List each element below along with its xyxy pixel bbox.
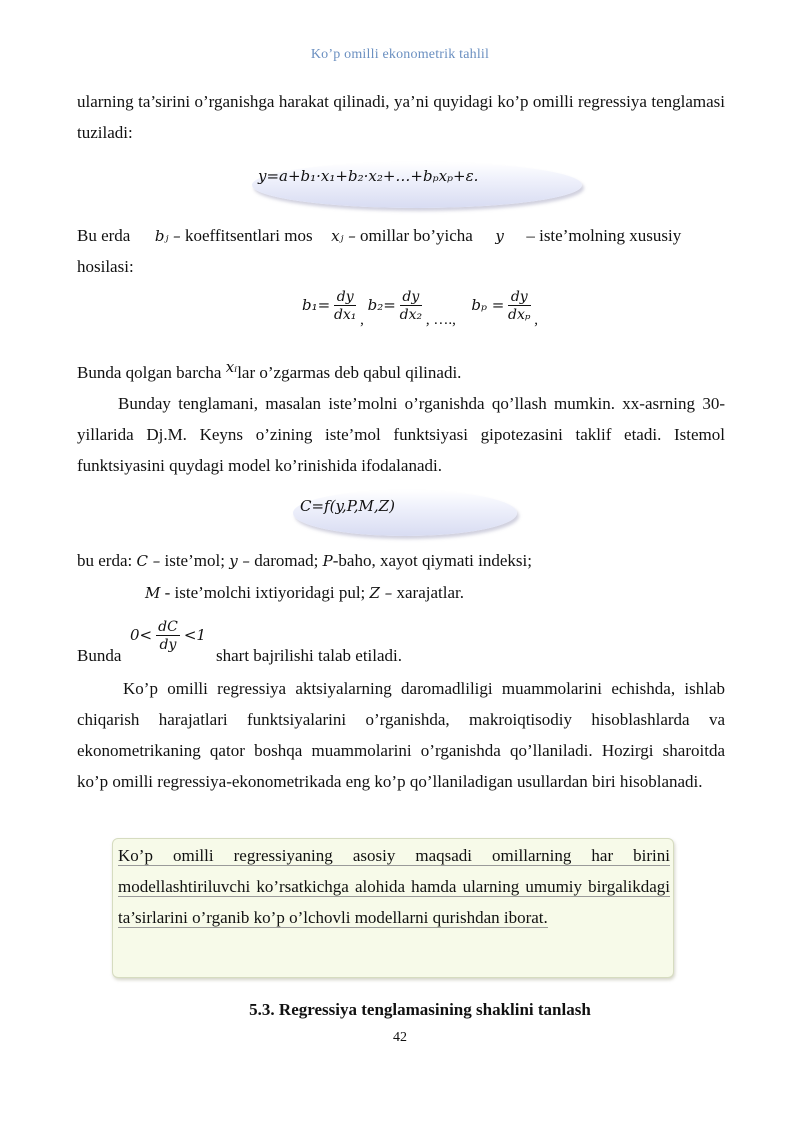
symbol-y: y — [495, 227, 504, 245]
paragraph-applications: Ko’p omilli regressiya aktsiyalarning daromadliligi muammolarini echishda, ishlab chiqarish harajatlari funktsiyalarini o’rganishda, makroiqtisodiy hisoblashlarda va ekonometrikaning qator boshqa muammolarini o’rganishda qo’llaniladi. Hozirgi sharoitda ko’p omilli regressiya-ekonometrikada eng ko’p qo’llaniladigan usullardan biri hisoblanadi. — [77, 679, 725, 791]
inequality-right: <1 — [183, 626, 206, 645]
highlight-box-text — [118, 840, 670, 933]
highlight-text: Ko’p omilli regressiyaning asosiy maqsadi omillarning har birini modellashtiriluvchi ko’rsatkichga alohida hamda ularning umumiy birgalikdagi ta’sirlarini o’rganib ko’p o’lchovli modellarni qurishdan iborat. — [118, 846, 670, 927]
symbol-c: C – — [136, 552, 161, 570]
condition-text: shart bajrilishi talab etiladi. — [216, 646, 403, 665]
text-daromad: daromad; — [254, 551, 319, 570]
paragraph-keynes: Bunday tenglamani, masalan iste’molni o’rganishda qo’llash mumkin. xx-asrning 30-yillarida Dj.M. Keyns o’zining iste’mol funktsiyasi gipotezasini taklif etadi. Istemol funktsiyasini quydagi model ko’rinishida ifodalanadi. — [77, 394, 725, 475]
text-baho: -baho, xayot qiymati indeksi; — [332, 551, 532, 570]
symbol-p: P — [322, 552, 333, 570]
symbol-y: y – — [229, 552, 250, 570]
fraction-numerator: dy — [508, 289, 530, 306]
section-heading: 5.3. Regressiya tenglamasining shaklini tanlash — [249, 1000, 591, 1019]
fraction-numerator: dy — [334, 289, 356, 306]
b2-label: b₂= — [367, 295, 396, 314]
legend-line-1 — [77, 551, 532, 571]
text-omillar: omillar bo’yicha — [360, 226, 473, 245]
fraction-b1 — [334, 289, 356, 324]
inequality-left: 0< — [130, 626, 153, 645]
symbol-z: Z – — [369, 584, 393, 602]
text-pul: - iste’molchi ixtiyoridagi pul; — [164, 583, 366, 602]
constant-note-line — [77, 358, 461, 383]
text-ozgarmas: lar o’zgarmas deb qabul qilinadi. — [237, 363, 462, 382]
condition-bunda: Bunda — [77, 646, 122, 665]
regression-equation: y=a+b₁·x₁+b₂·x₂+…+bₚxₚ+ε. — [258, 167, 479, 185]
fraction-b2 — [400, 289, 422, 324]
derivative-formulas: b₁= $\frac{dy}{\text{dx₁}}$ , b₂= $\frac{dy}{\text{dx₂}}$ , …., bₚ = $\frac{dy}{\text{dxₚ}}$ , — [302, 289, 538, 328]
comma: , — [534, 311, 538, 328]
text-istemol: iste’mol; — [164, 551, 225, 570]
text-koeffitsent: koeffitsentlari mos — [184, 226, 313, 245]
symbol-xi: xᵢ — [225, 358, 238, 376]
symbol-bj: bⱼ – — [154, 227, 181, 245]
b1-label: b₁= — [302, 295, 331, 314]
consumption-function: C=f(y,P,M,Z) — [300, 497, 395, 515]
fraction-denominator: dy — [159, 637, 177, 653]
fraction-numerator: dC — [158, 619, 178, 635]
fraction-denominator: dx₁ — [333, 307, 357, 323]
definition-line — [77, 226, 725, 246]
text-xarajatlar: xarajatlar. — [396, 583, 464, 602]
symbol-xj: xⱼ – — [331, 227, 356, 245]
page-number: 42 — [393, 1030, 407, 1045]
text-bunda-qolgan: Bunda qolgan barcha — [77, 363, 222, 382]
fraction-denominator: dxₚ — [508, 307, 531, 323]
bp-label: bₚ = — [471, 295, 505, 314]
ellipsis: , …., — [425, 311, 456, 328]
text-istemol: – iste’molning xususiy — [526, 226, 682, 245]
fraction-numerator: dy — [400, 289, 422, 306]
legend-line-2 — [145, 583, 464, 603]
symbol-m: M — [145, 584, 161, 602]
running-header: Ko’p omilli ekonometrik tahlil — [310, 47, 490, 62]
condition-inequality — [130, 619, 206, 654]
paragraph-intro: ularning ta’sirini o’rganishga harakat qilinadi, ya’ni quyidagi ko’p omilli regressiya tenglamasi tuziladi: — [77, 92, 725, 142]
text-bu-erda: bu erda: — [77, 551, 133, 570]
text-bu-erda: Bu erda — [77, 226, 131, 245]
fraction-bp — [508, 289, 530, 324]
fraction-dc-dy — [156, 619, 180, 654]
fraction-denominator: dx₂ — [399, 307, 423, 323]
text-hosilasi: hosilasi: — [77, 257, 134, 276]
